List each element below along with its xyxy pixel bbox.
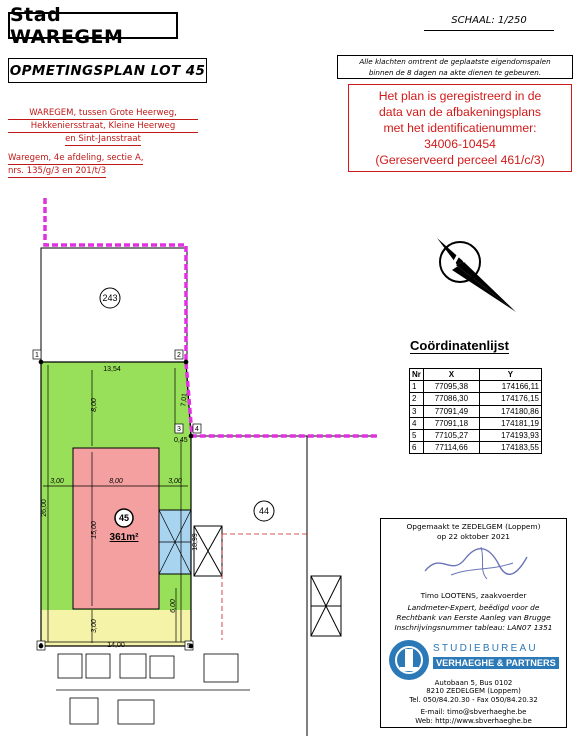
cell-x: 77091,49 (423, 405, 479, 417)
table-row (410, 381, 542, 393)
phone-fax: Tel. 050/84.20.30 - Fax 050/84.20.32 (409, 696, 538, 704)
registration-parcel: (Gereserveerd perceel 461/c/3) (375, 153, 545, 167)
cell-nr: 1 (410, 381, 424, 393)
point-label-4: 4 (195, 426, 199, 433)
parcel-243-label: 243 (102, 293, 118, 303)
front-yard-area (41, 610, 191, 646)
point-label-5: 5 (187, 643, 191, 650)
cell-nr: 5 (410, 429, 424, 441)
location-address (8, 107, 198, 146)
table-row (410, 442, 542, 454)
surveyor-role-1: Landmeter-Expert, beëdigd voor de (407, 603, 540, 612)
disclaimer-box (337, 55, 573, 79)
dim-6: 6,00 (170, 599, 177, 613)
point-label-3: 3 (177, 426, 181, 433)
cell-x: 77105,27 (423, 429, 479, 441)
registration-line-2: data van de afbakeningsplans (379, 105, 541, 119)
col-header-x: X (423, 369, 479, 381)
cell-nr: 4 (410, 417, 424, 429)
signature-box (380, 518, 567, 728)
address-line-1: Autobaan 5, Bus 0102 (434, 679, 513, 687)
dim-8-mid: 8,00 (109, 478, 123, 485)
disclaimer-line-2: binnen de 8 dagen na akte dienen te gebeuren. (368, 68, 542, 77)
website-text: Web: http://www.sbverhaeghe.be (415, 717, 532, 725)
location-line-5: nrs. 135/g/3 en 201/t/3 (8, 166, 107, 176)
cell-x: 77095,38 (423, 381, 479, 393)
location-line-2: Hekkeniersstraat, Kleine Heerweg (8, 120, 198, 133)
building-footprint (73, 448, 159, 609)
made-in-text: Opgemaakt te ZEDELGEM (Loppem) (406, 522, 541, 531)
dim-045: 0,45 (174, 437, 188, 444)
surveyor-role-2: Rechtbank van Eerste Aanleg van Brugge (396, 613, 551, 622)
coordinates-table (409, 368, 542, 454)
point-label-1: 1 (35, 352, 39, 359)
dim-3-left: 3,00 (50, 478, 64, 485)
dim-3-bottom: 3,00 (91, 619, 98, 633)
lot-area-label: 361m² (109, 532, 139, 543)
dim-top: 13,54 (103, 366, 121, 373)
registration-line-3: met het identificatienummer: (383, 121, 537, 135)
col-header-y: Y (479, 369, 541, 381)
location-line-1: WAREGEM, tussen Grote Heerweg, (8, 107, 198, 120)
cell-y: 174180,86 (479, 405, 541, 417)
lot-number-label: 45 (118, 513, 130, 523)
col-header-nr: Nr (410, 369, 424, 381)
dim-1899: 18,99 (192, 533, 199, 551)
signature-image (421, 541, 531, 583)
dim-15: 15,00 (91, 521, 98, 539)
brand-verhaeghe: VERHAEGHE & PARTNERS (433, 657, 559, 669)
email-text: E-mail: timo@sbverhaeghe.be (420, 708, 527, 716)
north-arrow-icon (430, 232, 522, 316)
survey-plan (0, 190, 380, 736)
cell-x: 77114,66 (423, 442, 479, 454)
surveyor-role-3: Inschrijvingsnummer tableau: LAN07 1351 (394, 623, 553, 632)
scale-label: SCHAAL: 1/250 (424, 15, 554, 31)
cell-x: 77086,30 (423, 393, 479, 405)
registration-id: 34006-10454 (424, 137, 496, 151)
company-logo-icon (387, 637, 431, 683)
location-line-4: Waregem, 4e afdeling, sectie A, (8, 153, 144, 163)
table-row (410, 429, 542, 441)
cell-nr: 6 (410, 442, 424, 454)
surveyor-name: Timo LOOTENS, zaakvoerder (420, 591, 527, 600)
cell-nr: 3 (410, 405, 424, 417)
dim-701: 7,01 (180, 392, 189, 407)
dim-left: 26,00 (41, 499, 48, 517)
disclaimer-line-1: Alle klachten omtrent de geplaatste eigendomspalen (359, 57, 551, 66)
location-line-3: en Sint-Jansstraat (65, 134, 141, 144)
point-label-6: 6 (39, 643, 43, 650)
cell-y: 174181,19 (479, 417, 541, 429)
address-line-2: 8210 ZEDELGEM (Loppem) (426, 687, 521, 695)
coordinates-title: Coördinatenlijst (410, 338, 509, 353)
parcel-44-label: 44 (258, 506, 270, 516)
city-title: Stad WAREGEM (8, 12, 178, 39)
location-cadastral (8, 152, 188, 178)
table-row (410, 405, 542, 417)
table-row (410, 417, 542, 429)
point-label-2: 2 (177, 352, 181, 359)
plan-title: OPMETINGSPLAN LOT 45 (8, 58, 207, 83)
dim-bottom: 14,00 (107, 642, 125, 649)
cell-y: 174193,93 (479, 429, 541, 441)
dim-3-right: 3,00 (168, 478, 182, 485)
registration-box (348, 84, 572, 172)
cell-y: 174183,55 (479, 442, 541, 454)
table-row (410, 393, 542, 405)
date-text: op 22 oktober 2021 (437, 532, 510, 541)
cell-y: 174166,11 (479, 381, 541, 393)
brand-studiebureau: STUDIEBUREAU (433, 643, 538, 654)
cell-x: 77091,18 (423, 417, 479, 429)
registration-line-1: Het plan is geregistreerd in de (378, 89, 542, 103)
cell-y: 174176,15 (479, 393, 541, 405)
dim-8-top: 8,00 (91, 398, 98, 412)
cell-nr: 2 (410, 393, 424, 405)
